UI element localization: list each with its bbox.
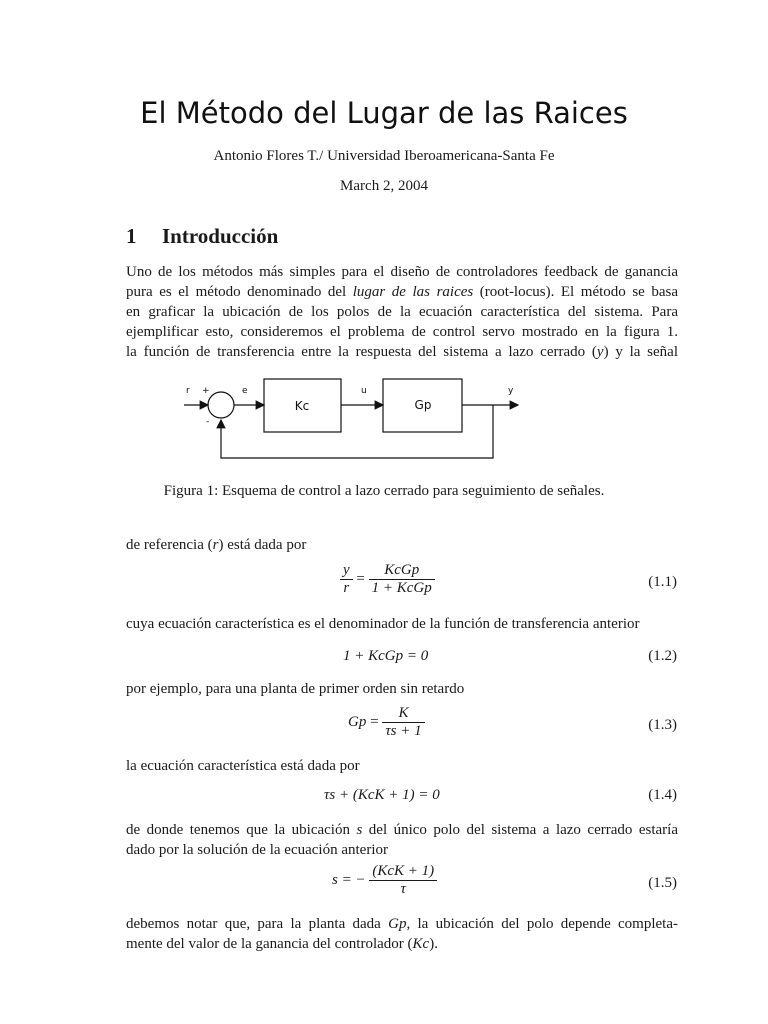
intro-line-5 [126, 342, 678, 362]
equation-number: (1.3) [648, 717, 677, 733]
denominator: τ [400, 881, 406, 897]
label-e: e [242, 386, 248, 396]
equation-1-2 [0, 648, 768, 670]
date-line: March 2, 2004 [340, 178, 428, 194]
equals-sign: = [370, 714, 379, 730]
equation-1-3 [0, 705, 768, 751]
section-heading [126, 224, 278, 249]
math-var: r [212, 537, 219, 553]
controller-label: Kc [294, 399, 310, 413]
label-plus: + [202, 386, 210, 396]
text-run: de donde tenemos que la ubicación [126, 822, 357, 838]
numerator: KcGp [369, 562, 435, 580]
text-run: ) y la señal [603, 344, 679, 360]
equation-number: (1.5) [648, 875, 677, 891]
author-line: Antonio Flores T./ Universidad Iberoamericana-Santa Fe [213, 148, 555, 164]
paragraph-pole-location [126, 820, 678, 860]
text-line: la ecuación característica está dada por [126, 758, 360, 774]
equals-sign: = [356, 571, 365, 587]
section-number: 1 [126, 224, 137, 248]
intro-line-2 [126, 282, 678, 302]
text-run: , la ubicación del polo depende completa- [406, 916, 678, 932]
equation-1-4 [0, 787, 768, 809]
label-r: r [186, 386, 190, 396]
text-line: cuya ecuación característica es el denominador de la función de transferencia anterior [126, 616, 640, 632]
text-line [126, 820, 678, 840]
text-run: la función de transferencia entre la respuesta del sistema a lazo cerrado ( [126, 344, 597, 360]
numerator: K [382, 705, 424, 723]
intro-line-3: en graficar la ubicación de los polos de la ecuación característica del sistema. Para [126, 304, 678, 320]
intro-paragraph [126, 262, 678, 362]
fraction-lhs [340, 562, 353, 597]
math-var: Kc [412, 936, 430, 952]
equation-number: (1.1) [648, 574, 677, 590]
denominator: 1 + KcGp [371, 580, 432, 596]
numerator: (KcK + 1) [369, 863, 437, 881]
plant-label: Gp [414, 398, 432, 412]
text-run: mente del valor de la ganancia del controlador ( [126, 936, 413, 952]
section-title: Introducción [162, 224, 279, 248]
fraction-rhs [369, 863, 437, 898]
text-run: del único polo del sistema a lazo cerrado estaría [362, 822, 678, 838]
equation-number: (1.2) [648, 648, 677, 664]
paragraph-reference [126, 535, 678, 555]
equation-body: τs + (KcK + 1) = 0 [324, 787, 440, 803]
numerator: y [340, 562, 353, 580]
fraction-rhs [369, 562, 435, 597]
intro-line-1: Uno de los métodos más simples para el diseño de controladores feedback de ganancia [126, 264, 678, 280]
text-run: pura es el método denominado del [126, 284, 353, 300]
denominator: r [343, 580, 350, 596]
fraction-rhs [382, 705, 424, 740]
paragraph-characteristic [126, 614, 678, 634]
text-run: (root-locus). El método se basa [473, 284, 679, 300]
block-diagram [180, 368, 540, 468]
text-run: ). [429, 936, 438, 952]
label-y: y [508, 386, 514, 396]
text-line [126, 535, 678, 555]
text-line: por ejemplo, para una planta de primer orden sin retardo [126, 681, 465, 697]
intro-line-4: ejemplificar esto, consideremos el problema de control servo mostrado en la figura 1. [126, 324, 678, 340]
math-var: s [356, 822, 363, 838]
equation-lhs: Gp [348, 714, 367, 730]
math-var: Gp [388, 916, 407, 932]
paragraph-char-eq [126, 756, 678, 776]
denominator: τs + 1 [385, 723, 422, 739]
text-line [126, 934, 678, 954]
equation-1-1 [0, 562, 768, 608]
equation-number: (1.4) [648, 787, 677, 803]
emphasis-term: lugar de las raices [352, 284, 474, 300]
page-title: El Método del Lugar de las Raices [140, 96, 628, 130]
text-run: ) está dada por [218, 537, 307, 553]
summing-junction [208, 392, 234, 418]
label-u: u [361, 386, 367, 396]
paragraph-gain-dependence [126, 914, 678, 954]
paragraph-first-order [126, 679, 678, 699]
equation-1-5 [0, 863, 768, 909]
equation-lhs: s = − [332, 872, 366, 888]
figure-caption: Figura 1: Esquema de control a lazo cerrado para seguimiento de señales. [163, 483, 605, 499]
math-var: y [596, 344, 604, 360]
text-line: dado por la solución de la ecuación anterior [126, 842, 388, 858]
text-line [126, 914, 678, 934]
equation-body: 1 + KcGp = 0 [343, 648, 429, 664]
text-run: debemos notar que, para la planta dada [126, 916, 389, 932]
label-minus: - [206, 417, 210, 427]
text-run: de referencia ( [126, 537, 213, 553]
